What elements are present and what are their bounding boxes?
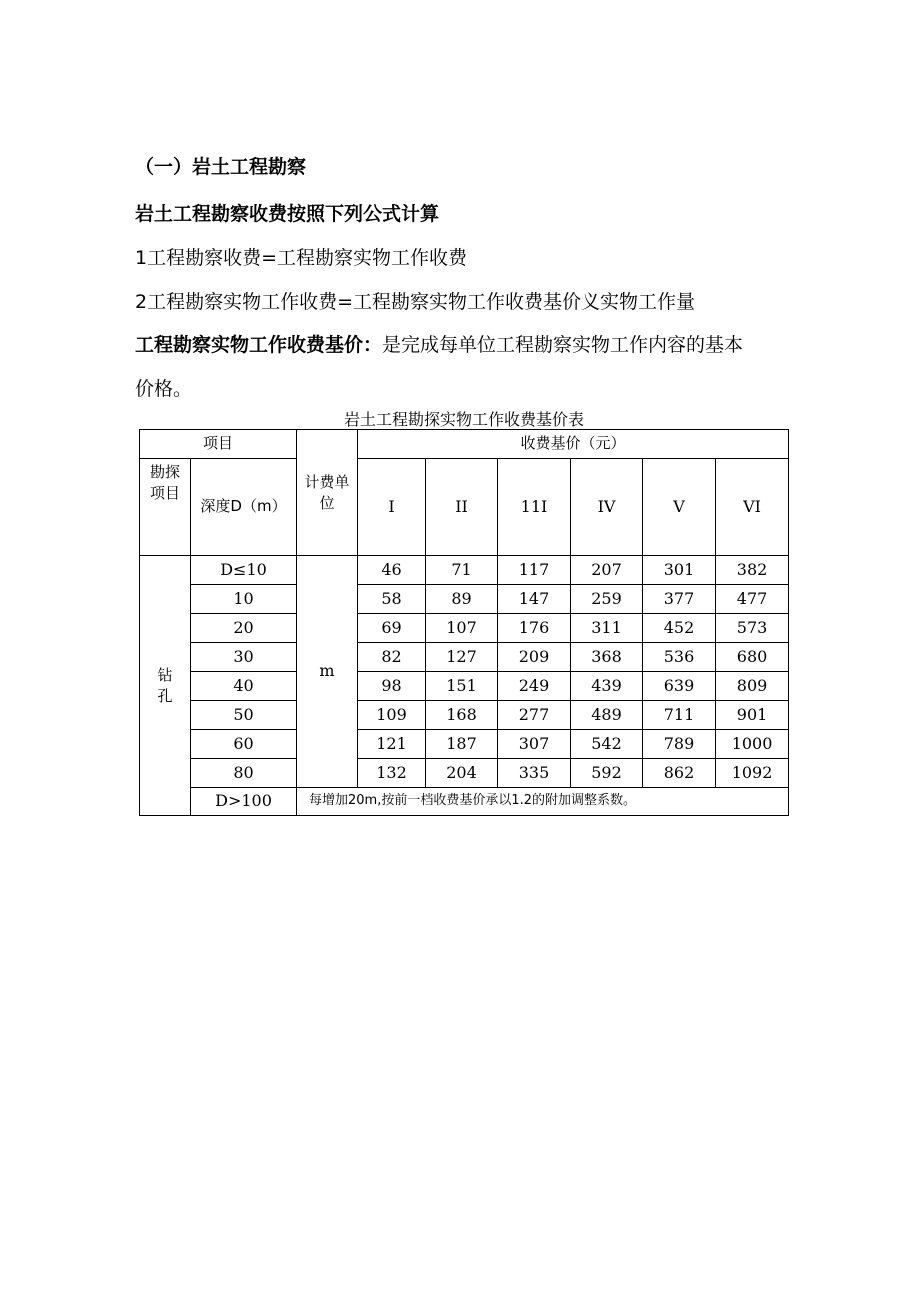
price-cell: 132: [358, 759, 426, 788]
grade-header: II: [426, 459, 498, 556]
price-cell: 789: [643, 730, 716, 759]
depth-cell: D>100: [191, 788, 297, 816]
price-cell: 259: [571, 585, 643, 614]
table-row: [140, 672, 789, 701]
formula-2: 2工程勘察实物工作收费=工程勘察实物工作收费基价义实物工作量: [135, 291, 696, 313]
price-cell: 542: [571, 730, 643, 759]
price-cell: 307: [498, 730, 571, 759]
table-row: [140, 643, 789, 672]
definition-text: 是完成每单位工程勘察实物工作内容的基本: [382, 334, 744, 356]
price-cell: 573: [716, 614, 789, 643]
price-cell: 382: [716, 556, 789, 585]
price-cell: 176: [498, 614, 571, 643]
header-depth: 深度D（m）: [191, 459, 297, 556]
table-row: [140, 585, 789, 614]
table-row: [140, 701, 789, 730]
price-cell: 477: [716, 585, 789, 614]
grade-header: VI: [716, 459, 789, 556]
price-cell: 1092: [716, 759, 789, 788]
price-cell: 151: [426, 672, 498, 701]
price-cell: 311: [571, 614, 643, 643]
price-cell: 89: [426, 585, 498, 614]
price-cell: 901: [716, 701, 789, 730]
price-cell: 335: [498, 759, 571, 788]
formula-1: 1工程勘察收费=工程勘察实物工作收费: [135, 247, 468, 269]
price-cell: 207: [571, 556, 643, 585]
unit-cell: m: [297, 556, 358, 788]
depth-cell: 10: [191, 585, 297, 614]
table-row: [140, 614, 789, 643]
depth-cell: 30: [191, 643, 297, 672]
price-cell: 377: [643, 585, 716, 614]
price-cell: 639: [643, 672, 716, 701]
table-row: [140, 730, 789, 759]
grade-header: I: [358, 459, 426, 556]
price-cell: 209: [498, 643, 571, 672]
price-cell: 127: [426, 643, 498, 672]
price-cell: 809: [716, 672, 789, 701]
price-cell: 121: [358, 730, 426, 759]
header-unit: [297, 430, 358, 556]
depth-cell: 40: [191, 672, 297, 701]
price-cell: 117: [498, 556, 571, 585]
price-cell: 862: [643, 759, 716, 788]
intro-line: 岩土工程勘察收费按照下列公式计算: [135, 203, 440, 225]
price-cell: 680: [716, 643, 789, 672]
grade-header: IV: [571, 459, 643, 556]
depth-cell: 80: [191, 759, 297, 788]
category-cell: [140, 556, 191, 816]
price-cell: 249: [498, 672, 571, 701]
price-cell: 489: [571, 701, 643, 730]
table-row-last: [140, 788, 789, 816]
price-cell: 168: [426, 701, 498, 730]
price-cell: 109: [358, 701, 426, 730]
surcharge-note: 每增加20m,按前一档收费基价承以1.2的附加调整系数。: [297, 788, 789, 816]
price-cell: 71: [426, 556, 498, 585]
price-cell: 1000: [716, 730, 789, 759]
price-cell: 204: [426, 759, 498, 788]
depth-cell: 20: [191, 614, 297, 643]
price-cell: 46: [358, 556, 426, 585]
price-cell: 301: [643, 556, 716, 585]
price-cell: 711: [643, 701, 716, 730]
header-item: 项目: [140, 430, 297, 459]
fee-table: [139, 429, 789, 816]
price-cell: 368: [571, 643, 643, 672]
table-caption: 岩土工程勘探实物工作收费基价表: [343, 410, 584, 429]
price-cell: 107: [426, 614, 498, 643]
category-text: 钻孔: [157, 665, 173, 705]
price-cell: 58: [358, 585, 426, 614]
price-cell: 536: [643, 643, 716, 672]
header-unit-text: 计费单位: [304, 472, 350, 512]
price-cell: 98: [358, 672, 426, 701]
section-title: （一）岩土工程勘察: [135, 156, 307, 178]
header-price: 收费基价（元）: [358, 430, 789, 459]
price-cell: 277: [498, 701, 571, 730]
table-header-row-2: [140, 459, 789, 556]
price-cell: 82: [358, 643, 426, 672]
depth-cell: 60: [191, 730, 297, 759]
price-cell: 69: [358, 614, 426, 643]
table-header-row-1: [140, 430, 789, 459]
price-cell: 592: [571, 759, 643, 788]
price-cell: 439: [571, 672, 643, 701]
header-explore-item: [140, 459, 191, 556]
price-cell: 187: [426, 730, 498, 759]
definition-text-cont: 价格。: [135, 378, 193, 400]
definition-line: [135, 330, 743, 357]
depth-cell: D≤10: [191, 556, 297, 585]
price-cell: 452: [643, 614, 716, 643]
grade-header: 11I: [498, 459, 571, 556]
definition-label: 工程勘察实物工作收费基价：: [135, 334, 383, 356]
table-row: [140, 556, 789, 585]
table-row: [140, 759, 789, 788]
grade-header: V: [643, 459, 716, 556]
depth-cell: 50: [191, 701, 297, 730]
price-cell: 147: [498, 585, 571, 614]
header-explore-item-text: 勘探项目: [149, 463, 180, 502]
